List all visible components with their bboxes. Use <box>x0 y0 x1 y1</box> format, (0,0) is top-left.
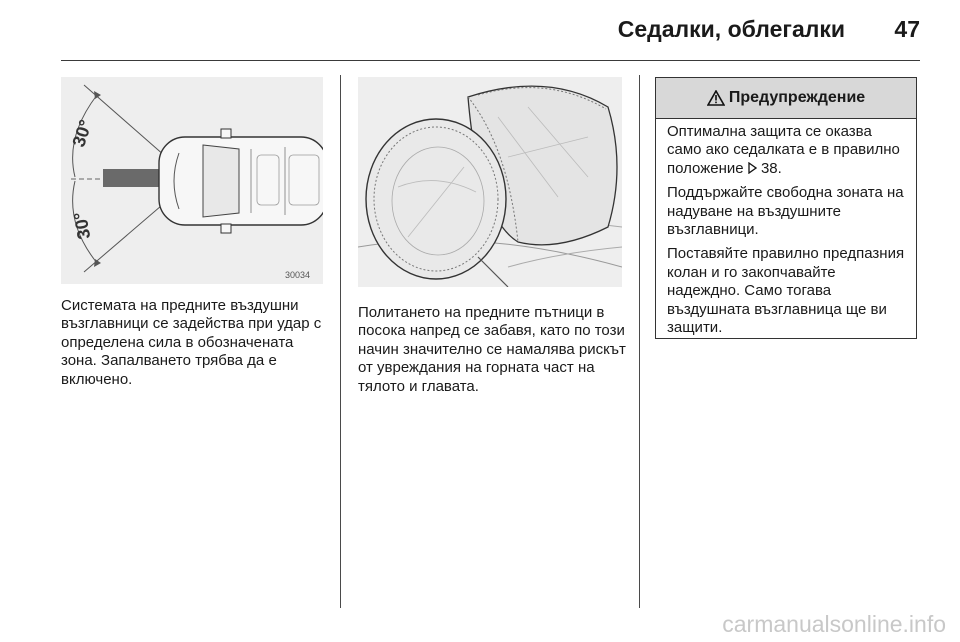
warning-inflation-zone: Поддържайте свободна зоната на надуване на въздушните възглавници. <box>667 184 904 239</box>
page-reference-arrow-icon[interactable] <box>748 160 761 177</box>
airbag-protection-paragraph: Политането на предните пътници в посока напред се забавя, като по този начин значително се намалява рискът от увреждания на горната част на тялото и главата. <box>358 304 626 395</box>
warning-triangle-icon <box>707 90 725 106</box>
airbag-figure <box>358 77 622 287</box>
page-header <box>0 0 960 62</box>
impact-arrow-shaft <box>103 169 163 187</box>
angle-label-bottom: 30° <box>69 210 95 241</box>
page-number: 47 <box>894 16 920 42</box>
impact-zone-diagram <box>61 77 323 284</box>
warning-seat-belt: Поставяйте правилно предпазния колан и го закопчавайте надеждно. Само тогава въздушната възглавница ще ви защити. <box>667 245 905 337</box>
angle-label-top: 30° <box>68 117 96 150</box>
warning-box <box>655 77 917 339</box>
car-topview-icon <box>159 129 323 233</box>
figure-code: 30034 <box>285 270 311 280</box>
column-divider-2 <box>639 75 640 608</box>
airbag-activation-paragraph: Системата на предните въздушни възглавници се задейства при удар с определена сила в обозначената зона. Запалването трябва да е включено. <box>61 297 322 388</box>
driver-airbag-icon <box>366 119 506 279</box>
warning-seat-position <box>667 123 907 178</box>
header-rule <box>61 60 920 61</box>
section-title: Седалки, облегалки <box>617 16 845 42</box>
warning-title: Предупреждение <box>728 89 866 106</box>
page-reference-link[interactable]: 38. <box>760 159 782 177</box>
column-divider-1 <box>340 75 341 608</box>
warning-header <box>656 78 916 119</box>
impact-zone-figure <box>61 77 323 284</box>
warning-seat-position-text: Оптимална защита се оказва само ако седалката е в правилно положение <box>667 123 900 177</box>
airbag-illustration <box>358 77 622 287</box>
footer-watermark: carmanualsonline.info <box>722 611 946 637</box>
